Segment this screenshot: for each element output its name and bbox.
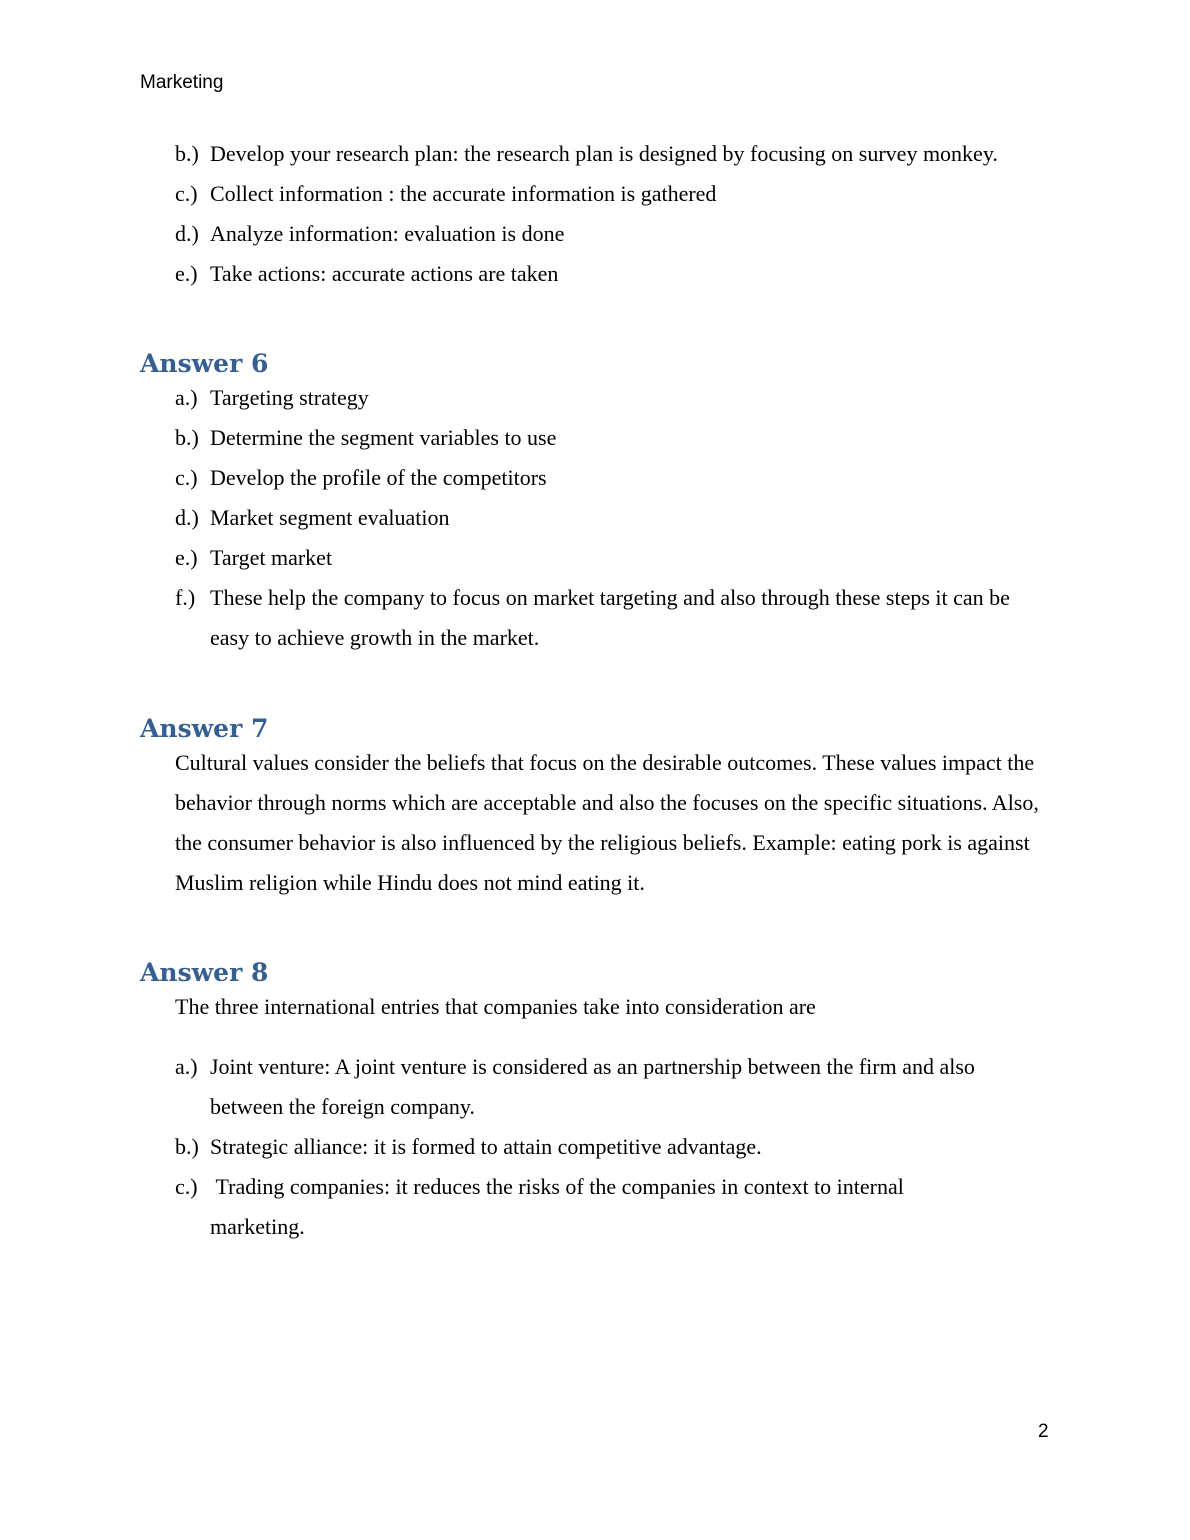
list-item-text: Take actions: accurate actions are taken [210, 261, 559, 286]
list-item-text: Joint venture: A joint venture is considered as an partnership between the firm and also between the foreign company. [210, 1054, 975, 1119]
list-item [0, 1167, 1190, 1247]
list-marker: b.) [175, 141, 199, 166]
answer-8-list [0, 1047, 1190, 1247]
answer-8-heading: Answer 8 [140, 958, 269, 987]
list-item [0, 254, 1190, 294]
continuation-list [0, 134, 1190, 294]
answer-6-heading: Answer 6 [140, 349, 269, 378]
page-number: 2 [1038, 1421, 1049, 1442]
list-marker: b.) [175, 1134, 199, 1159]
answer-8-intro: The three international entries that companies take into consideration are [175, 994, 816, 1019]
list-marker: e.) [175, 261, 198, 286]
list-marker: c.) [175, 1174, 198, 1199]
list-item-text: Develop your research plan: the research plan is designed by focusing on survey monkey. [210, 141, 998, 166]
page-header: Marketing [140, 72, 224, 93]
list-marker: a.) [175, 385, 198, 410]
list-item [0, 378, 1190, 418]
list-item [0, 418, 1190, 458]
list-item [0, 458, 1190, 498]
answer-7-paragraph: Cultural values consider the beliefs that focus on the desirable outcomes. These values impact the behavior through norms which are acceptable and also the focuses on the specific situations. Also, the consumer behavior is also influenced by the religious beliefs. Example: eating pork is against Muslim religion while Hindu does not mind eating it. [175, 750, 1039, 895]
list-marker: b.) [175, 425, 199, 450]
list-item [0, 1047, 1190, 1127]
list-marker: a.) [175, 1054, 198, 1079]
answer-6-list [0, 378, 1190, 658]
list-item-text: Analyze information: evaluation is done [210, 221, 565, 246]
answer-7-heading: Answer 7 [140, 714, 269, 743]
list-item-text: Collect information : the accurate information is gathered [210, 181, 717, 206]
list-item-text: Trading companies: it reduces the risks of the companies in context to internal marketing. [210, 1174, 910, 1239]
list-item-text: Strategic alliance: it is formed to attain competitive advantage. [210, 1134, 762, 1159]
list-marker: d.) [175, 505, 199, 530]
list-item [0, 578, 1190, 658]
list-item [0, 538, 1190, 578]
list-marker: e.) [175, 545, 198, 570]
list-item-text: Develop the profile of the competitors [210, 465, 547, 490]
list-marker: d.) [175, 221, 199, 246]
list-item-text: Determine the segment variables to use [210, 425, 557, 450]
list-marker: c.) [175, 181, 198, 206]
list-item-text: Target market [210, 545, 333, 570]
list-item [0, 1127, 1190, 1167]
list-item-text: Targeting strategy [210, 385, 369, 410]
list-item-text: These help the company to focus on market targeting and also through these steps it can be easy to achieve growth in the market. [210, 585, 1010, 650]
list-item [0, 134, 1190, 174]
list-item [0, 174, 1190, 214]
list-marker: f.) [175, 585, 196, 610]
list-item-text: Market segment evaluation [210, 505, 450, 530]
list-item [0, 214, 1190, 254]
list-item [0, 498, 1190, 538]
list-marker: c.) [175, 465, 198, 490]
